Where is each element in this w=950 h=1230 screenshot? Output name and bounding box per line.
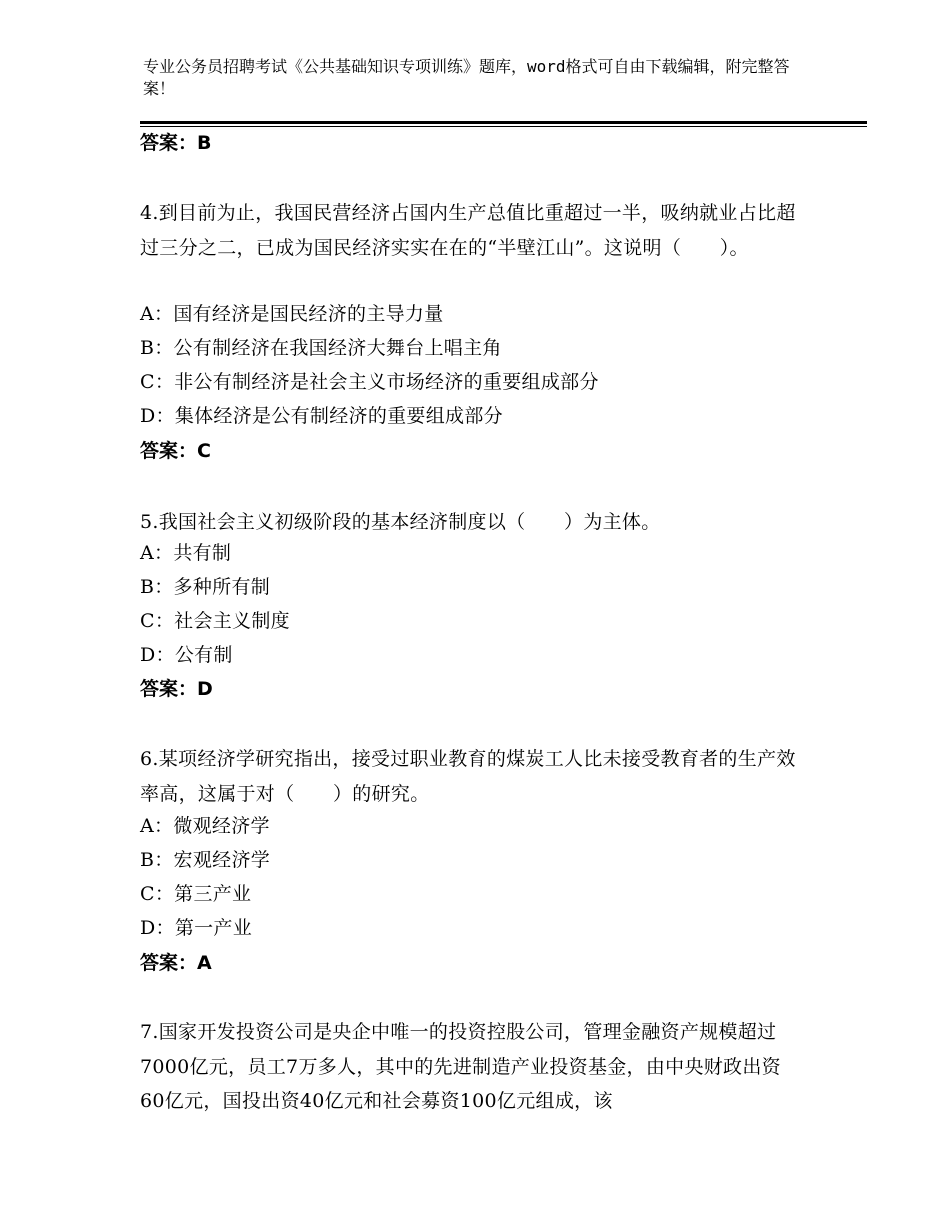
header-divider-thin xyxy=(140,126,867,127)
question-5: 5.我国社会主义初级阶段的基本经济制度以（ ）为主体。 xyxy=(140,511,661,533)
question-6: 6.某项经济学研究指出，接受过职业教育的煤炭工人比未接受教育者的生产效率高，这属于对（ ）的研究。 xyxy=(140,748,796,805)
page-header: 专业公务员招聘考试《公共基础知识专项训练》题库，word格式可自由下载编辑，附完整答案！ xyxy=(143,57,790,98)
answer-5: 答案：D xyxy=(140,678,213,700)
question-6-option-d: D：第一产业 xyxy=(140,917,253,939)
question-5-option-d: D：公有制 xyxy=(140,644,233,666)
question-6-option-c: C：第三产业 xyxy=(140,883,252,905)
answer-3: 答案：B xyxy=(140,132,212,154)
question-5-option-b: B：多种所有制 xyxy=(140,576,271,598)
question-5-option-a: A：共有制 xyxy=(140,542,232,564)
question-4-option-b: B：公有制经济在我国经济大舞台上唱主角 xyxy=(140,337,502,359)
question-7: 7.国家开发投资公司是央企中唯一的投资控股公司，管理金融资产规模超过7000亿元，员工7万多人，其中的先进制造产业投资基金，由中央财政出资60亿元，国投出资40亿元和社会募资100亿元组成，该 xyxy=(140,1021,781,1112)
question-4: 4.到目前为止，我国民营经济占国内生产总值比重超过一半，吸纳就业占比超过三分之二，已成为国民经济实实在在的“半壁江山”。这说明（ ）。 xyxy=(140,202,796,259)
question-4-option-c: C：非公有制经济是社会主义市场经济的重要组成部分 xyxy=(140,371,599,393)
question-6-option-b: B：宏观经济学 xyxy=(140,849,271,871)
answer-6: 答案：A xyxy=(140,952,212,974)
header-divider-thick xyxy=(140,121,867,124)
question-4-option-a: A：国有经济是国民经济的主导力量 xyxy=(140,303,444,325)
question-4-option-d: D：集体经济是公有制经济的重要组成部分 xyxy=(140,405,503,427)
question-6-option-a: A：微观经济学 xyxy=(140,815,270,837)
answer-4: 答案：C xyxy=(140,440,211,462)
question-5-option-c: C：社会主义制度 xyxy=(140,610,290,632)
